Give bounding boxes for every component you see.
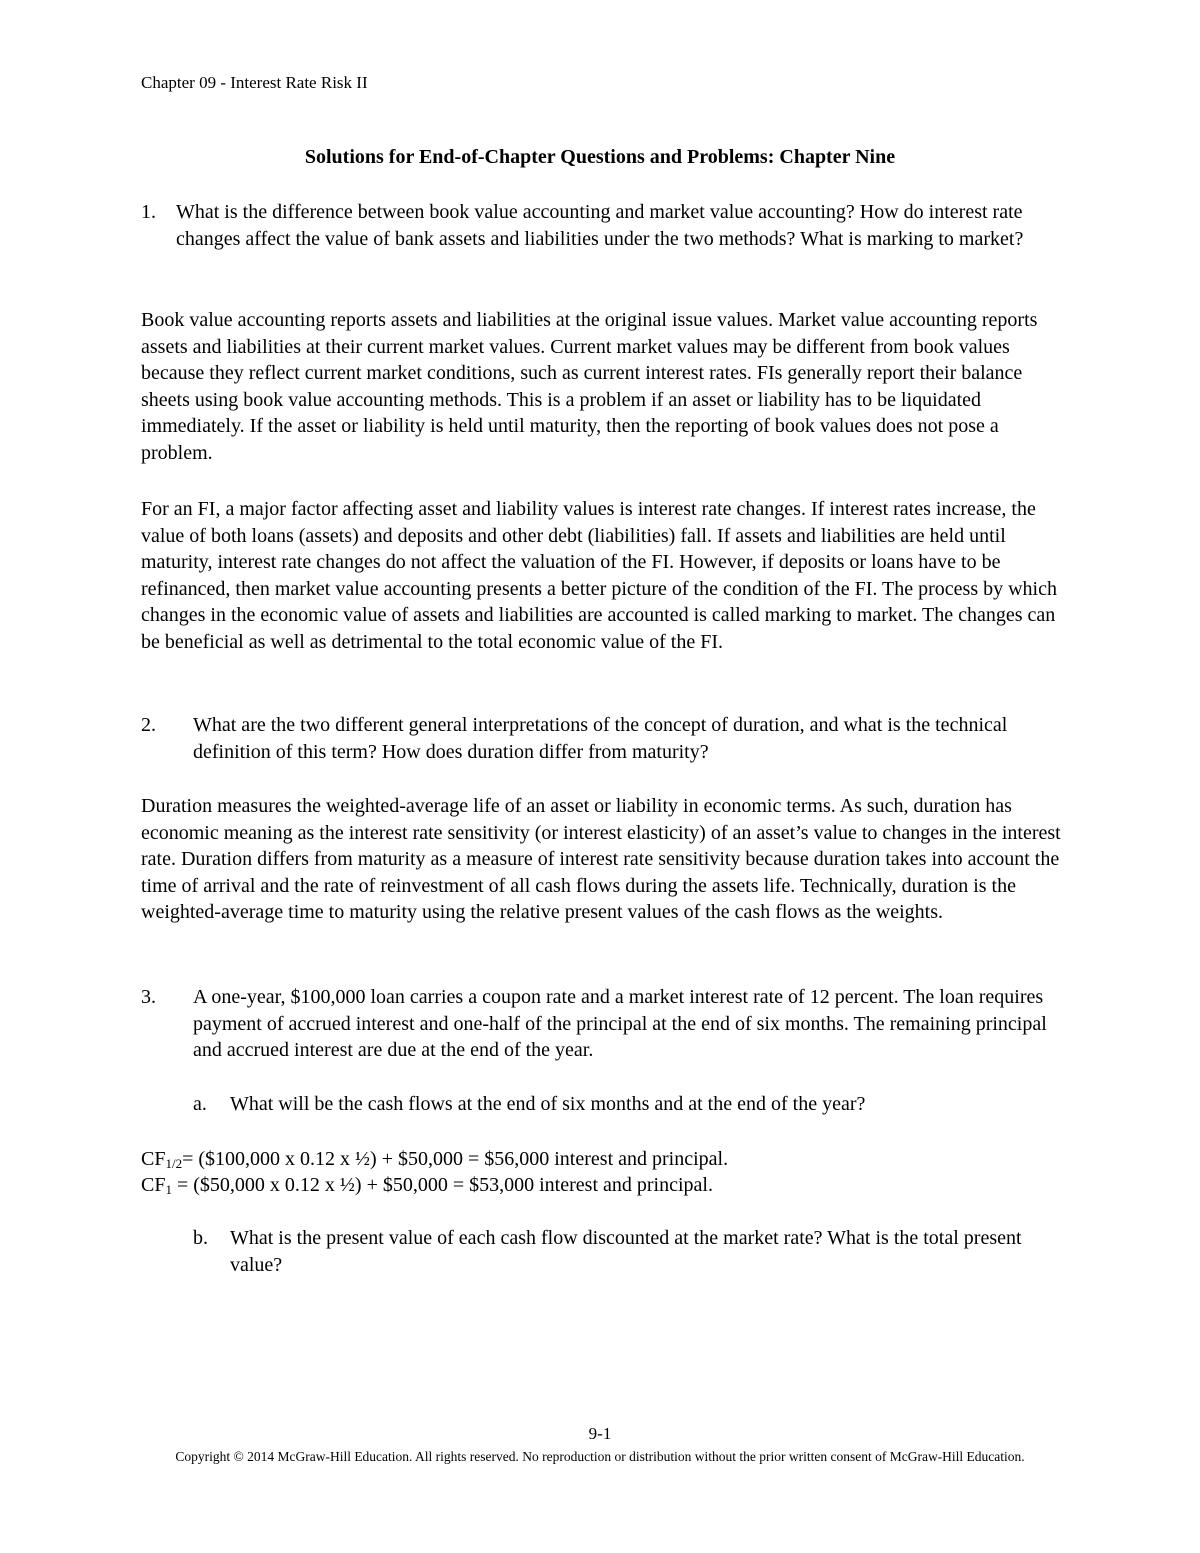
cf-one-expression: = ($50,000 x 0.12 x ½) + $50,000 = $53,000 interest and principal.	[171, 1174, 713, 1196]
cash-flow-one-year	[141, 1172, 713, 1203]
cf-one-prefix: CF	[141, 1174, 166, 1196]
cf-half-expression: = ($100,000 x 0.12 x ½) + $50,000 = $56,000 interest and principal.	[182, 1148, 729, 1170]
question-1-text: What is the difference between book value accounting and market value accounting? How do interest rate changes affect the value of bank assets and liabilities under the two methods? What is marking to market?	[176, 201, 1024, 250]
question-3a-label: a.	[193, 1093, 207, 1115]
answer-1-paragraph-2: For an FI, a major factor affecting asset and liability values is interest rate changes. If interest rates increase, the value of both loans (assets) and deposits and other debt (liabilities) fall. If assets and liabilities are held until maturity, interest rate changes do not affect the valuation of the FI. However, if deposits or loans have to be refinanced, then market value accounting presents a better picture of the condition of the FI. The process by which changes in the economic value of assets and liabilities are accounted is called marking to market. The changes can be beneficial as well as detrimental to the total economic value of the FI.	[141, 498, 1057, 653]
question-2-text: What are the two different general interpretations of the concept of duration, and what is the technical definition of this term? How does duration differ from maturity?	[193, 714, 1008, 763]
answer-1-paragraph-1: Book value accounting reports assets and liabilities at the original issue values. Market value accounting reports assets and liabilities at their current market values. Current market values may be different from book values because they reflect current market conditions, such as current interest rates. FIs generally report their balance sheets using book value accounting methods. This is a problem if an asset or liability has to be liquidated immediately. If the asset or liability is held until maturity, then the reporting of book values does not pose a problem.	[141, 309, 1038, 464]
question-3-text: A one-year, $100,000 loan carries a coupon rate and a market interest rate of 12 percent. The loan requires payment of accrued interest and one-half of the principal at the end of six months. The remaining principal and accrued interest are due at the end of the year.	[193, 986, 1047, 1061]
question-3-number: 3.	[141, 986, 156, 1008]
cf-one-subscript: 1	[165, 1182, 172, 1197]
question-3a-text: What will be the cash flows at the end of six months and at the end of the year?	[230, 1093, 866, 1115]
footer-page-number: 9-1	[588, 1424, 612, 1443]
cf-half-prefix: CF	[141, 1148, 166, 1170]
cf-half-subscript: 1/2	[165, 1156, 183, 1171]
question-1-number: 1.	[141, 201, 156, 223]
page-title: Solutions for End-of-Chapter Questions and Problems: Chapter Nine	[304, 146, 896, 168]
question-2-number: 2.	[141, 714, 156, 736]
footer-copyright: Copyright © 2014 McGraw-Hill Education. All rights reserved. No reproduction or distribution without the prior written consent of McGraw-Hill Education.	[175, 1449, 1025, 1464]
question-3b-label: b.	[193, 1227, 208, 1249]
question-3b-text: What is the present value of each cash flow discounted at the market rate? What is the total present value?	[230, 1227, 1022, 1276]
answer-2-paragraph: Duration measures the weighted-average life of an asset or liability in economic terms. As such, duration has economic meaning as the interest rate sensitivity (or interest elasticity) of an asset’s value to changes in the interest rate. Duration differs from maturity as a measure of interest rate sensitivity because duration takes into account the time of arrival and the rate of reinvestment of all cash flows during the assets life. Technically, duration is the weighted-average time to maturity using the relative present values of the cash flows as the weights.	[141, 795, 1061, 923]
running-header: Chapter 09 - Interest Rate Risk II	[141, 73, 368, 92]
